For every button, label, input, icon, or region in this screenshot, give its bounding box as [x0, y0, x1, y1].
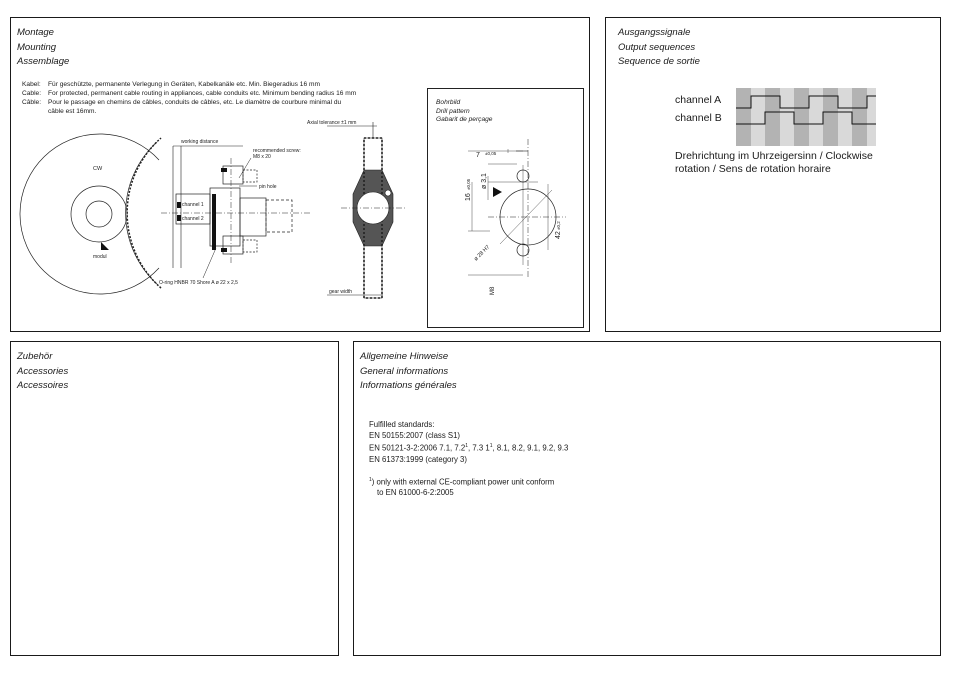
signals-title-fr: Sequence de sortie: [618, 56, 700, 67]
channel-a-label: channel A: [675, 94, 722, 106]
dim-7-tolerance: ±0,05: [485, 151, 497, 156]
drill-title-en: Drill pattern: [436, 107, 470, 115]
dim-diameter: ø 28 H7: [473, 244, 492, 263]
drill-title-de: Bohrbild: [436, 99, 461, 106]
mounting-title-de: Montage: [17, 27, 54, 38]
rotation-line-2: rotation / Sens de rotation horaire: [675, 163, 831, 175]
signals-panel: [605, 17, 941, 332]
working-distance-label: working distance: [181, 139, 219, 145]
standards-heading: Fulfilled standards:: [369, 420, 435, 429]
mounting-title-en: Mounting: [17, 41, 57, 53]
accessories-title-de: Zubehör: [17, 351, 53, 362]
cable-note-en: Cable: For protected, permanent cable routing in appliances, cable conduits etc. Minimum bending radius 16 mm: [22, 90, 357, 97]
pin-hole-label: pin hole: [259, 184, 277, 190]
standard-en50155: EN 50155:2007 (class S1): [369, 431, 461, 440]
accessories-panel: [10, 341, 339, 656]
mounting-title-fr: Assemblage: [17, 56, 70, 67]
dim-16-tolerance: ±0,05: [466, 178, 471, 190]
gear-side-view: [341, 138, 406, 298]
footnote: $^1$) only with external CE-compliant power unit conform: [369, 476, 555, 487]
screw-size-label: M8 x 20: [253, 154, 271, 160]
gear-width-label: gear width: [329, 289, 353, 295]
dim-42-tolerance: ±0,2: [556, 221, 561, 230]
general-title-fr: Informations générales: [360, 380, 457, 391]
standard-en61373: EN 61373:1999 (category 3): [369, 454, 467, 464]
general-title-de: Allgemeine Hinweise: [360, 351, 449, 362]
standards-block: [369, 419, 568, 498]
channel-b-label: channel B: [675, 112, 722, 124]
general-title-en: General informations: [360, 365, 449, 377]
accessories-heading: [17, 350, 68, 394]
mounting-panel: [10, 17, 590, 332]
channel2-label: channel 2: [182, 216, 204, 222]
cable-note-de: Kabel: Für geschützte, permanente Verlegung in Geräten, Kabelkanäle etc. Min. Biegeradius 16 mm: [22, 81, 320, 88]
dim-7: 7: [476, 152, 480, 159]
channel1-label: channel 1: [182, 202, 204, 208]
signals-heading: [618, 26, 700, 70]
signals-title-de: Ausgangssignale: [618, 27, 691, 38]
drill-pattern-drawing: [428, 89, 585, 329]
cable-note-fr: Câble: Pour le passage en chemins de câbles, conduits de câbles, etc. Le diamètre de courbure minimal du: [22, 99, 342, 106]
rotation-text: [675, 150, 873, 176]
general-info-panel: [353, 341, 941, 656]
axial-tolerance-label: Axial tolerance ±1 mm: [307, 120, 357, 126]
rotation-line-1: Drehrichtung im Uhrzeigersinn / Clockwise: [675, 150, 873, 162]
dim-31: ø 3,1: [481, 173, 488, 189]
modul-label: modul: [93, 254, 107, 260]
cw-label: CW: [93, 166, 103, 172]
accessories-title-en: Accessories: [17, 365, 69, 377]
drill-title-fr: Gabarit de perçage: [436, 116, 493, 123]
standard-en50121: EN 50121-3-2:2006 7.1, $7.2^1$, 7.3 $1^1$, 8.1, 8.2, 9.1, 9.2, 9.3: [369, 443, 569, 453]
dim-16: 16: [465, 193, 472, 201]
signals-title-en: Output sequences: [618, 41, 696, 53]
oring-label: O-ring HNBR 70 Shore A ø 22 x 2,5: [159, 280, 238, 286]
recommended-screw-label: recommended screw:: [253, 148, 301, 154]
accessories-title-fr: Accessoires: [17, 380, 69, 391]
dim-42: 42: [555, 231, 562, 239]
gear-wheel: [20, 134, 176, 294]
drill-pattern-box: [427, 88, 584, 328]
footnote-continuation: to EN 61000-6-2:2005: [377, 488, 454, 498]
dim-m8: M8: [490, 286, 496, 295]
signal-sequence-chart: [736, 88, 876, 146]
cable-note-fr-cont: câble est 16mm.: [48, 108, 97, 115]
general-heading: [360, 350, 457, 394]
rotation-arrow-icon: [101, 242, 109, 250]
